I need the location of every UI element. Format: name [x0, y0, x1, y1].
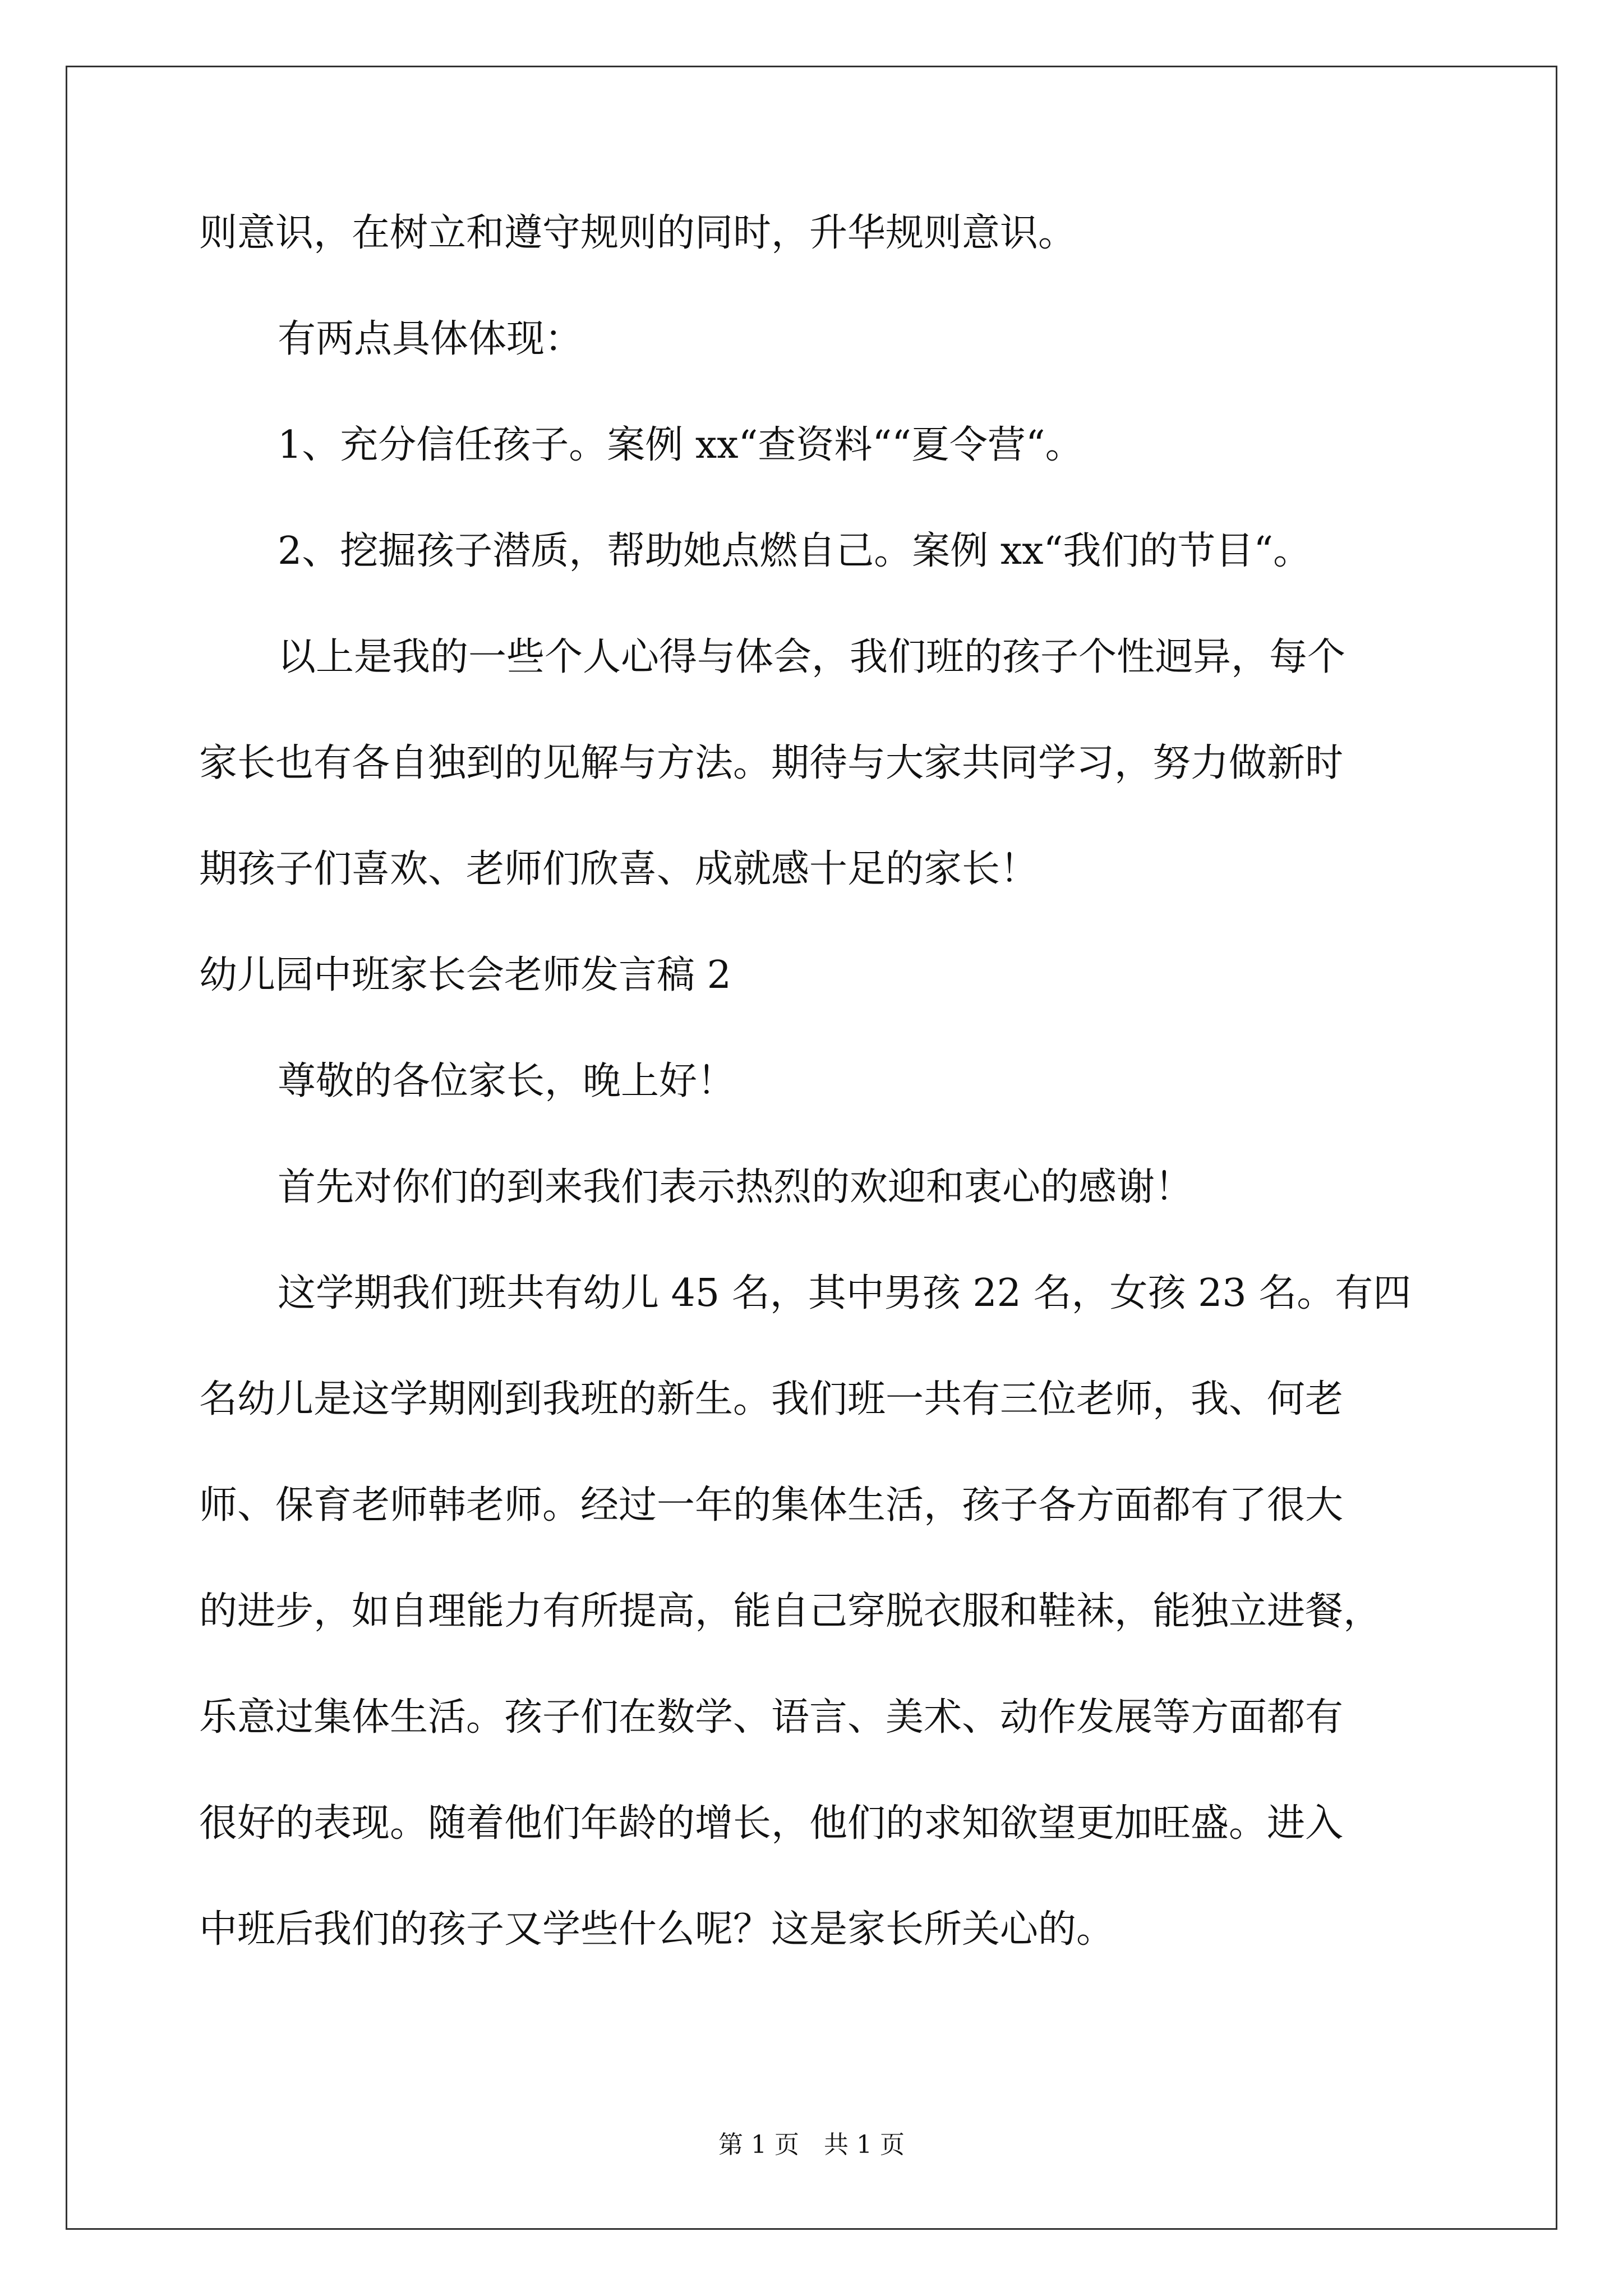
paragraph-line: 名幼儿是这学期刚到我班的新生。我们班一共有三位老师，我、何老: [199, 1377, 1344, 1421]
paragraph-line: 1、充分信任孩子。案例 xx“查资料““夏令营“。: [278, 423, 1083, 467]
paragraph-line: 的进步，如自理能力有所提高，能自己穿脱衣服和鞋袜，能独立进餐，: [199, 1589, 1382, 1634]
paragraph-line: 2、挖掘孩子潜质，帮助她点燃自己。案例 xx“我们的节目“。: [278, 529, 1312, 573]
paragraph-line: 则意识，在树立和遵守规则的同时，升华规则意识。: [199, 211, 1077, 255]
paragraph-line: 家长也有各自独到的见解与方法。期待与大家共同学习，努力做新时: [199, 741, 1344, 785]
paragraph-line: 很好的表现。随着他们年龄的增长，他们的求知欲望更加旺盛。进入: [199, 1801, 1344, 1846]
paragraph-line: 以上是我的一些个人心得与体会，我们班的孩子个性迥异，每个: [278, 635, 1346, 679]
paragraph-line: 期孩子们喜欢、老师们欣喜、成就感十足的家长！: [199, 847, 1039, 891]
paragraph-line: 师、保育老师韩老师。经过一年的集体生活，孩子各方面都有了很大: [199, 1483, 1344, 1527]
paragraph-line: 中班后我们的孩子又学些什么呢？这是家长所关心的。: [199, 1907, 1115, 1952]
section-heading: 幼儿园中班家长会老师发言稿 2: [199, 953, 731, 997]
paragraph-line: 尊敬的各位家长，晚上好！: [278, 1059, 736, 1103]
paragraph-line: 有两点具体体现：: [278, 317, 583, 361]
paragraph-line: 这学期我们班共有幼儿 45 名，其中男孩 22 名，女孩 23 名。有四: [278, 1271, 1412, 1315]
page-border: [66, 66, 1557, 2230]
paragraph-line: 首先对你们的到来我们表示热烈的欢迎和衷心的感谢！: [278, 1165, 1193, 1209]
paragraph-line: 乐意过集体生活。孩子们在数学、语言、美术、动作发展等方面都有: [199, 1695, 1344, 1740]
page-footer: 第 1 页 共 1 页: [718, 2131, 905, 2159]
